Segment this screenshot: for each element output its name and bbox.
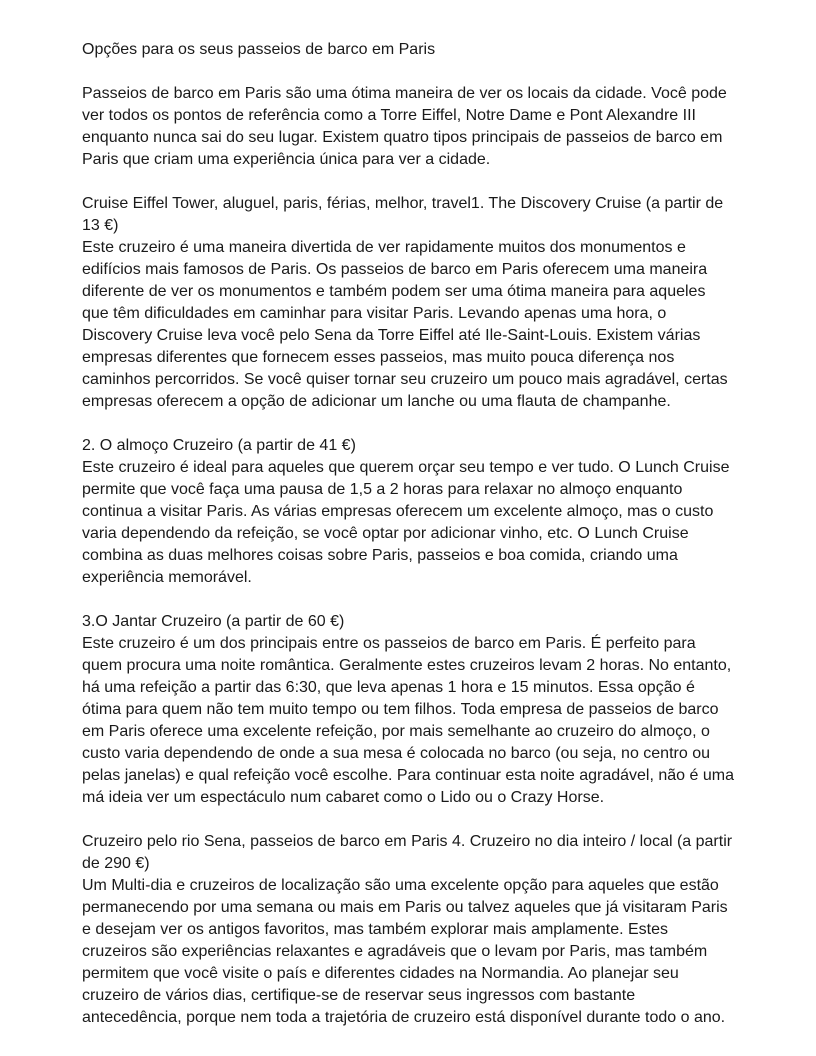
spacer	[82, 809, 736, 831]
spacer	[82, 589, 736, 611]
section-heading-dinner-cruise: 3.O Jantar Cruzeiro (a partir de 60 €)	[82, 613, 345, 630]
section-body-multi-day-cruise: Um Multi-dia e cruzeiros de localização são uma excelente opção para aqueles que estão permanecendo por uma semana ou mais em Paris ou talvez aqueles que já visitaram Paris e desejam ver os antigos favoritos, mas também explorar mais amplamente. Estes cruzeiros são experiências relaxantes e agradáveis que o levam por Paris, mas também permitem que você visite o país e diferentes cidades na Normandia. Ao planejar seu cruzeiro de vários dias, certifique-se de reservar seus ingressos com bastante antecedência, porque nem toda a trajetória de cruzeiro está disponível durante todo o ano.	[82, 877, 728, 1026]
spacer	[82, 171, 736, 193]
spacer	[82, 413, 736, 435]
section-body-dinner-cruise: Este cruzeiro é um dos principais entre os passeios de barco em Paris. É perfeito para quem procura uma noite romântica. Geralmente estes cruzeiros levam 2 horas. No entanto, há uma refeição a partir das 6:30, que leva apenas 1 hora e 15 minutos. Essa opção é ótima para quem não tem muito tempo ou tem filhos. Toda empresa de passeios de barco em Paris oferece uma excelente refeição, por mais semelhante ao cruzeiro do almoço, o custo varia dependendo de onde a sua mesa é colocada no barco (ou seja, no centro ou pelas janelas) e qual refeição você escolhe. Para continuar esta noite agradável, não é uma má ideia ver um espectáculo num cabaret como o Lido ou o Crazy Horse.	[82, 635, 734, 806]
document-title: Opções para os seus passeios de barco em Paris	[82, 41, 436, 58]
spacer	[82, 61, 736, 83]
section-body-discovery-cruise: Este cruzeiro é uma maneira divertida de ver rapidamente muitos dos monumentos e edifícios mais famosos de Paris. Os passeios de barco em Paris oferecem uma maneira diferente de ver os monumentos e também podem ser uma ótima maneira para aqueles que têm dificuldades em caminhar para visitar Paris. Levando apenas uma hora, o Discovery Cruise leva você pelo Sena da Torre Eiffel até Ile-Saint-Louis. Existem várias empresas diferentes que fornecem esses passeios, mas muito pouca diferença nos caminhos percorridos. Se você quiser tornar seu cruzeiro um pouco mais agradável, certas empresas oferecem a opção de adicionar um lanche ou uma flauta de champanhe.	[82, 239, 728, 410]
document-page	[82, 39, 736, 1029]
intro-paragraph: Passeios de barco em Paris são uma ótima maneira de ver os locais da cidade. Você pode ver todos os pontos de referência como a Torre Eiffel, Notre Dame e Pont Alexandre III enquanto nunca sai do seu lugar. Existem quatro tipos principais de passeios de barco em Paris que criam uma experiência única para ver a cidade.	[82, 85, 727, 168]
section-heading-discovery-cruise: Cruise Eiffel Tower, aluguel, paris, férias, melhor, travel1. The Discovery Cruise (a partir de 13 €)	[82, 195, 724, 234]
section-heading-multi-day-cruise: Cruzeiro pelo rio Sena, passeios de barco em Paris 4. Cruzeiro no dia inteiro / local (a partir de 290 €)	[82, 833, 733, 872]
section-body-lunch-cruise: Este cruzeiro é ideal para aqueles que querem orçar seu tempo e ver tudo. O Lunch Cruise permite que você faça uma pausa de 1,5 a 2 horas para relaxar no almoço enquanto continua a visitar Paris. As várias empresas oferecem um excelente almoço, mas o custo varia dependendo da refeição, se você optar por adicionar vinho, etc. O Lunch Cruise combina as duas melhores coisas sobre Paris, passeios e boa comida, criando uma experiência memorável.	[82, 459, 730, 586]
section-heading-lunch-cruise: 2. O almoço Cruzeiro (a partir de 41 €)	[82, 437, 356, 454]
